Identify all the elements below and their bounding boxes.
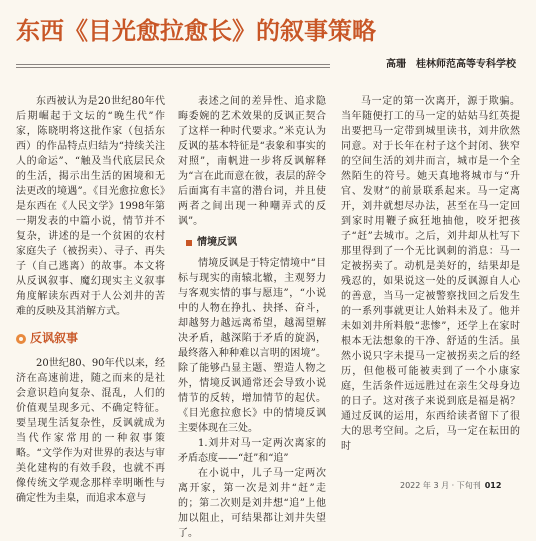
- subsection-heading-text: 情境反讽: [197, 237, 237, 248]
- paragraph: 情境反讽是于特定情境中“目标与现实的南辕北辙，主观努力与客观实情的事与愿违”，“小说中的人物在挣扎、抉择、奋斗，却越努力越远离希望，越渴望解决矛盾，越深陷于矛盾的旋涡，最终落入种种难以言明的困境”。除了能够凸显主题、塑造人物之外，情境反讽通常还会导致小说情节的反转，增加情节的起伏。《目光愈拉愈长》中的情境反讽主要体现在三处。: [178, 258, 326, 434]
- column-3: [341, 94, 520, 454]
- author-byline: 高珊 桂林师范高等专科学校: [386, 59, 516, 70]
- section-heading: [16, 331, 165, 346]
- issue-info: 2022 年 3 月 · 下旬刊: [400, 481, 481, 490]
- page-number: 012: [484, 481, 502, 490]
- paragraph: 表述之间的差异性、追求隐晦委婉的艺术效果的反讽正契合了这样一种时代要求。”米克认为反讽的基本特征是“表象和事实的对照”，南帆进一步将反讽解释为“言在此而意在彼，表层的辞令后面寓有丰富的潜台词，并且使两者之间出现一种嘲弄式的反讽”。: [178, 96, 326, 227]
- byline-rule-second: [16, 67, 330, 68]
- article-title: 东西《目光愈拉愈长》的叙事策略: [16, 17, 376, 45]
- column-1: [16, 94, 165, 506]
- paragraph: 1.刘井对马一定两次离家的矛盾态度——“赶”和“追”: [178, 438, 326, 464]
- paragraph: 在小说中，儿子马一定两次离开家，第一次是刘井“赶”走的；第二次则是刘井想“追”上他加以阻止，可结果都让刘井失望了。: [178, 468, 326, 539]
- subsection-heading: [178, 235, 326, 250]
- paragraph: 20世纪80、90年代以来，经济在高速前进，随之而来的是社会意识趋向复杂、混乱，人们的价值观呈现多元、不确定特征。要呈现生活复杂性，反讽就成为当代作家常用的一种叙事策略。“文学作为对世界的表达与审美化建构的有效手段，也就不再像传统文学观念那样幸明晰性与确定性为圭臬，而追求本意与: [16, 358, 165, 504]
- byline-rule: [16, 64, 330, 65]
- paragraph: 东西被认为是20世纪80年代后期崛起于文坛的“晚生代”作家，陈晓明将这批作家（包括东西）的作品特点归结为“持续关注人的命运”、“触及当代底层民众的生活，揭示出生活的困境和无法更改的境遇”。《目光愈拉愈长》是东西在《人民文学》1998年第一期发表的中篇小说，情节并不复杂，讲述的是一个贫困的农村家庭失子（被拐卖）、寻子、再失子（自己逃离）的故事。本文将从反讽叙事、魔幻现实主义叙事角度解读东西对于人公刘井的苦难的反映及其消解方式。: [16, 96, 165, 317]
- paragraph: 马一定的第一次离开，源于欺骗。当年随便打工的马一定的姑姑马红英提出要把马一定带到城里读书，刘井欣然同意。对于长年在村子这个封闭、狭窄的空间生活的刘井而言，城市是一个全然陌生的符号。她天真地将城市与“升官、发财”的前景联系起来。马一定离开，刘井就想尽办法，甚至在马一定回到家时用鞭子疯狂地抽他，咬牙把孩子“赶”去城市。之后，刘井却从杜写下那里得到了一个无比讽刺的消息：马一定被拐卖了。动机是美好的，结果却是残忍的，如果说这一处的反讽源自人心的善意，当马一定被警察找回之后发生的一系列事就更让人始料未及了。他并未如刘井所料般“悲惨”，还学上在家时根本无法想象的干净、舒适的生活。虽然小说只字未提马一定被拐卖之后的经历，但他极可能被卖到了一个小康家庭，生活条件远远胜过在亲生父母身边的日子。这对孩子来说到底是福是祸？通过反讽的运用，东西给读者留下了很大的思考空间。之后，马一定在耘田的时: [341, 96, 520, 452]
- column-2: [178, 94, 326, 541]
- section-heading-text: 反讽叙事: [30, 331, 79, 345]
- byline-bar: [16, 58, 520, 72]
- bullet-circle-icon: [16, 334, 26, 344]
- page-footer: [400, 480, 501, 492]
- bullet-square-icon: [186, 240, 192, 246]
